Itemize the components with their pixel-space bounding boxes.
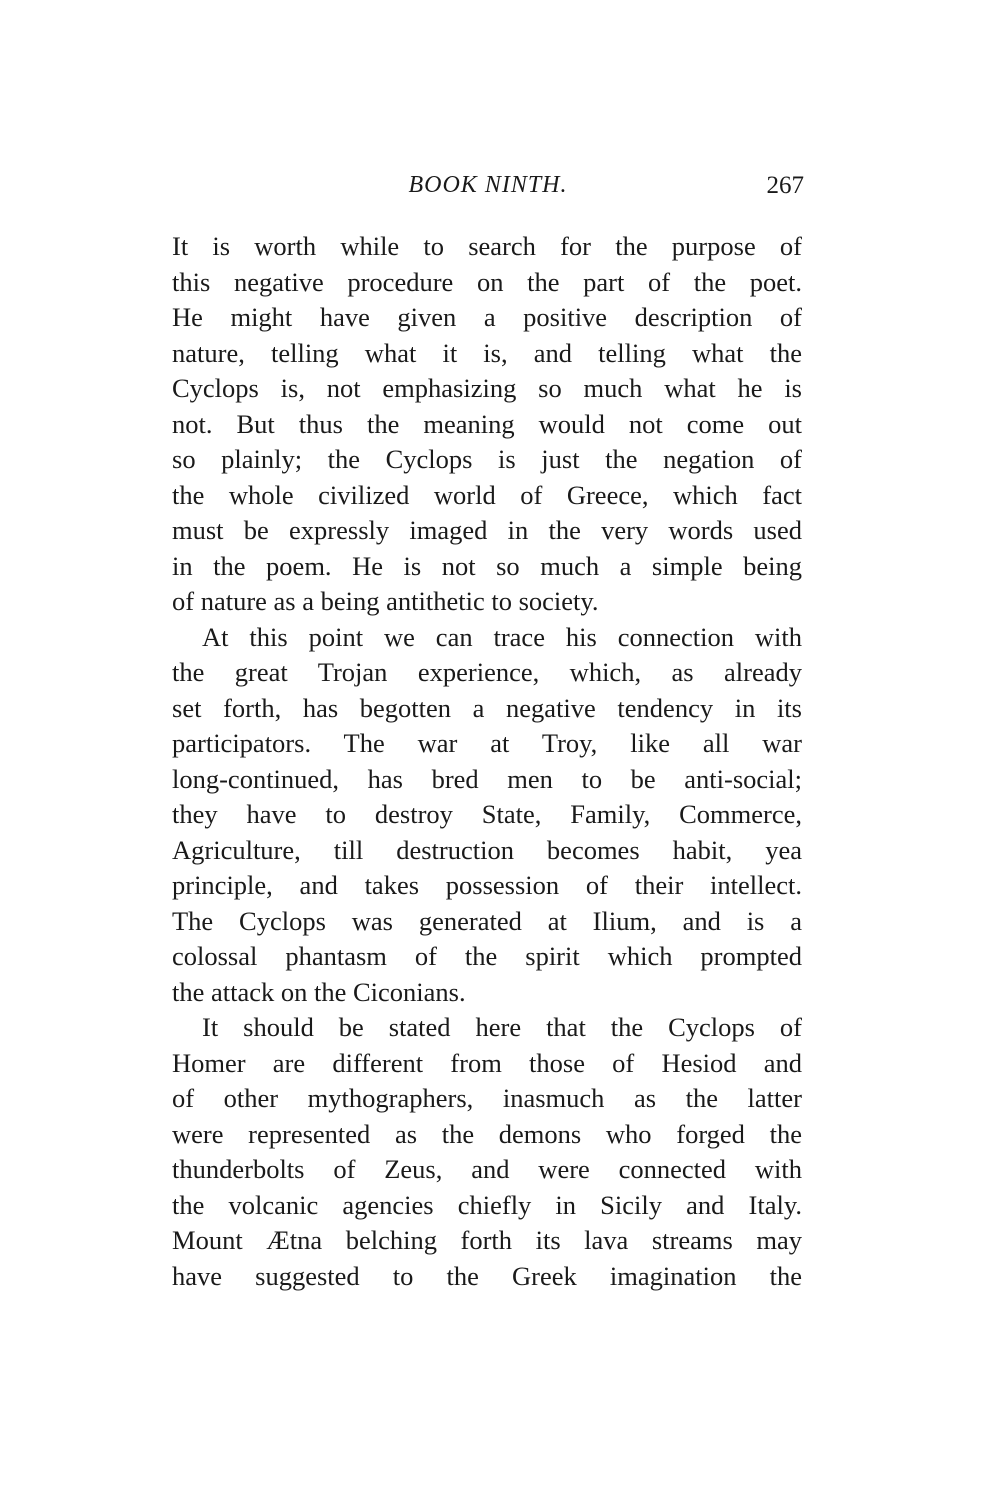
- text-line: in the poem. He is not so much a simple being: [172, 550, 802, 581]
- text-line: must be expressly imaged in the very words used: [172, 515, 802, 545]
- text-line: have suggested to the Greek imagination the: [172, 1260, 802, 1291]
- text-line: of nature as a being antithetic to society.: [172, 586, 599, 616]
- text-line: were represented as the demons who forged the: [172, 1118, 802, 1149]
- page-number: 267: [766, 172, 804, 199]
- text-line: of other mythographers, inasmuch as the latter: [172, 1083, 802, 1113]
- text-line: thunderbolts of Zeus, and were connected with: [172, 1154, 802, 1184]
- text-line: this negative procedure on the part of the poet.: [172, 266, 802, 297]
- text-line: not. But thus the meaning would not come out: [172, 408, 802, 439]
- text-line: principle, and takes possession of their intellect.: [172, 870, 802, 900]
- text-line: Agriculture, till destruction becomes habit, yea: [172, 834, 802, 865]
- text-line: colossal phantasm of the spirit which prompted: [172, 941, 802, 971]
- text-line: The Cyclops was generated at Ilium, and is a: [172, 905, 802, 936]
- text-line: It should be stated here that the Cyclops of: [202, 1012, 802, 1042]
- text-line: so plainly; the Cyclops is just the negation of: [172, 444, 802, 474]
- text-line: they have to destroy State, Family, Commerce,: [172, 799, 802, 829]
- text-line: the great Trojan experience, which, as already: [172, 657, 802, 687]
- text-line: participators. The war at Troy, like all war: [172, 728, 802, 758]
- paragraph: [172, 620, 802, 1011]
- text-line: long-continued, has bred men to be anti-social;: [172, 763, 802, 794]
- text-line: the whole civilized world of Greece, which fact: [172, 479, 802, 510]
- running-title: BOOK NINTH.: [408, 172, 568, 198]
- text-line: It is worth while to search for the purpose of: [172, 231, 802, 261]
- paragraph: [172, 229, 802, 620]
- text-line: the attack on the Ciconians.: [172, 976, 466, 1007]
- text-line: At this point we can trace his connection with: [202, 621, 802, 652]
- text-line: Cyclops is, not emphasizing so much what he is: [172, 373, 802, 403]
- running-head: [172, 172, 804, 208]
- text-line: Homer are different from those of Hesiod and: [172, 1047, 802, 1078]
- body-text: [172, 229, 802, 1294]
- text-line: the volcanic agencies chiefly in Sicily and Italy.: [172, 1189, 802, 1220]
- text-line: nature, telling what it is, and telling what the: [172, 337, 802, 368]
- text-line: He might have given a positive description of: [172, 302, 802, 332]
- paragraph: [172, 1010, 802, 1294]
- text-line: set forth, has begotten a negative tendency in its: [172, 692, 802, 723]
- text-line: Mount Ætna belching forth its lava streams may: [172, 1225, 802, 1255]
